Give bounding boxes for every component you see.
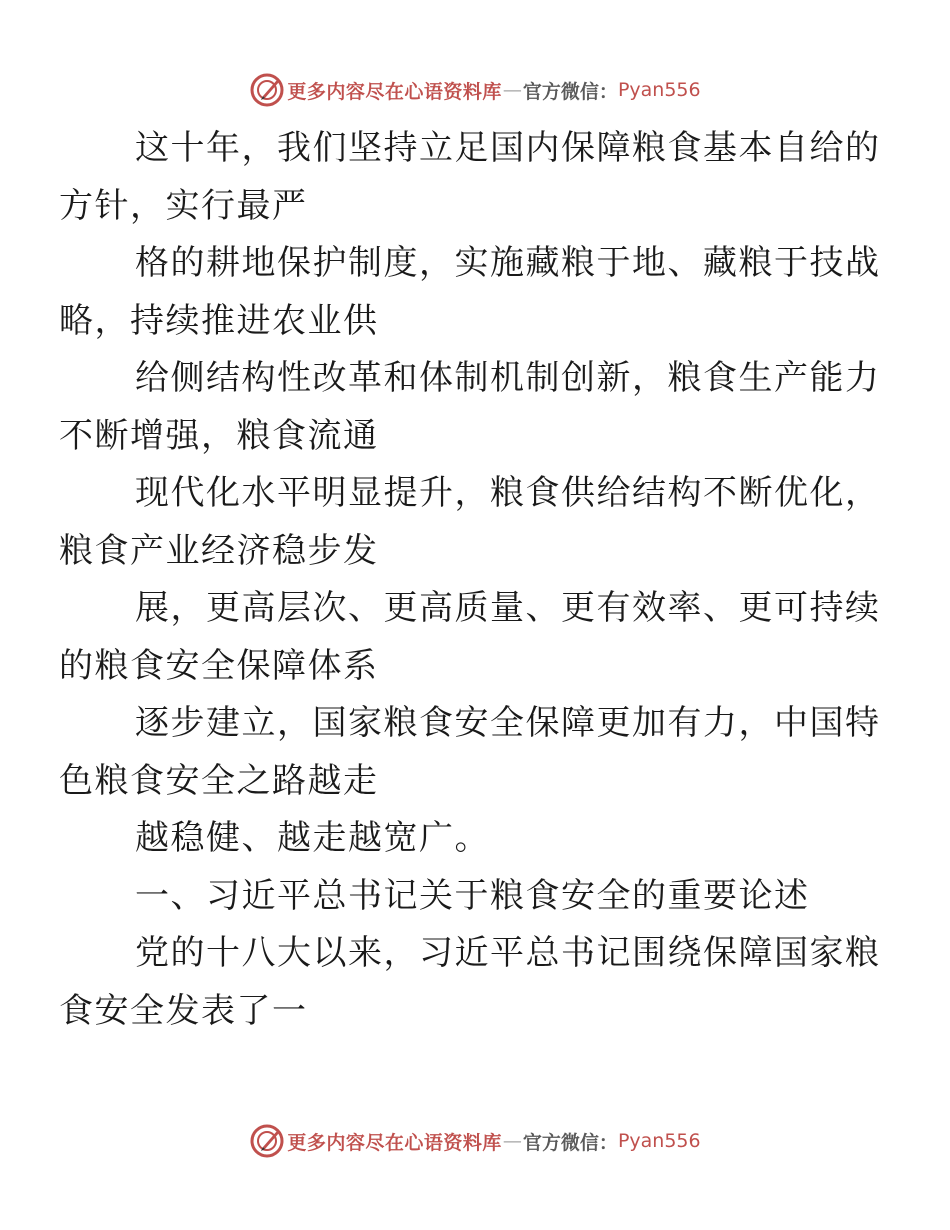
paragraph-line: 色粮食安全之路越走 bbox=[59, 760, 379, 801]
section-heading bbox=[97, 868, 857, 926]
paragraph-line: 现代化水平明显提升，粮食供给结构不断优化， bbox=[135, 473, 881, 513]
header-watermark bbox=[0, 70, 950, 110]
banner-wechat-id: Pyan556 bbox=[617, 1130, 701, 1152]
paragraph bbox=[59, 235, 881, 350]
paragraph-line: 这十年，我们坚持立足国内保障粮食基本自给的 bbox=[135, 128, 881, 168]
paragraph-line: 越稳健、越走越宽广。 bbox=[135, 818, 490, 858]
paragraph-line: 展，更高层次、更高质量、更有效率、更可持续 bbox=[135, 588, 881, 628]
banner-brand: 更多内容尽在心语资料库 bbox=[287, 1131, 502, 1154]
paragraph-line: 食安全发表了一 bbox=[59, 990, 308, 1031]
document-body bbox=[59, 120, 881, 1040]
paragraph bbox=[59, 465, 881, 580]
paragraph-line: 党的十八大以来，习近平总书记围绕保障国家粮 bbox=[135, 933, 881, 973]
paragraph-line: 的粮食安全保障体系 bbox=[59, 645, 379, 686]
banner-official-label: 官方微信： bbox=[522, 1131, 618, 1154]
paragraph-line: 格的耕地保护制度，实施藏粮于地、藏粮于技战 bbox=[135, 243, 881, 283]
quill-seal-icon bbox=[249, 1123, 285, 1159]
paragraph-line: 逐步建立，国家粮食安全保障更加有力，中国特 bbox=[135, 703, 881, 743]
paragraph-line: 略，持续推进农业供 bbox=[59, 300, 379, 341]
paragraph-line: 不断增强，粮食流通 bbox=[59, 415, 379, 456]
paragraph bbox=[59, 925, 881, 1040]
section-heading-text: 一、习近平总书记关于粮食安全的重要论述 bbox=[135, 875, 810, 916]
quill-seal-icon bbox=[249, 72, 285, 108]
footer-watermark bbox=[0, 1121, 950, 1161]
banner-official-label: 官方微信： bbox=[522, 80, 618, 103]
paragraph-line: 方针，实行最严 bbox=[59, 185, 308, 226]
paragraph bbox=[97, 810, 857, 868]
banner-wechat-id: Pyan556 bbox=[617, 79, 701, 101]
paragraph bbox=[59, 350, 881, 465]
paragraph bbox=[59, 695, 881, 810]
paragraph-line: 粮食产业经济稳步发 bbox=[59, 530, 379, 571]
paragraph bbox=[59, 580, 881, 695]
banner-dash: — bbox=[502, 79, 522, 101]
banner-dash: — bbox=[502, 1130, 522, 1152]
banner-brand: 更多内容尽在心语资料库 bbox=[287, 80, 502, 103]
paragraph bbox=[59, 120, 881, 235]
paragraph-line: 给侧结构性改革和体制机制创新，粮食生产能力 bbox=[135, 358, 881, 398]
